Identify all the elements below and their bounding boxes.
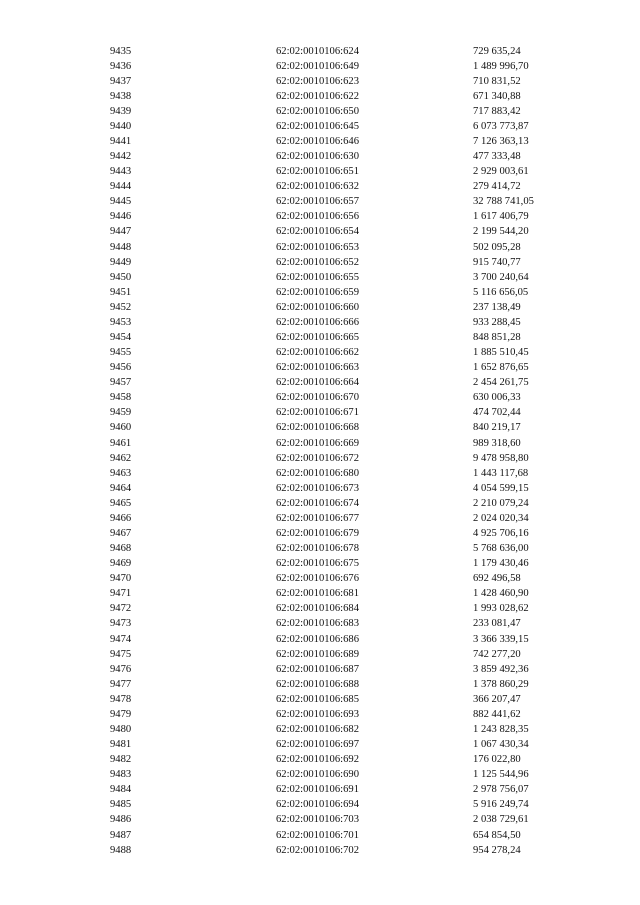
row-number: 9484 xyxy=(110,784,132,796)
row-number: 9440 xyxy=(110,120,132,132)
table-row xyxy=(0,496,640,511)
row-number: 9479 xyxy=(110,708,132,720)
row-number: 9473 xyxy=(110,618,132,630)
table-row xyxy=(0,797,640,812)
row-number: 9486 xyxy=(110,814,132,826)
cadastral-number: 62:02:0010106:632 xyxy=(276,181,359,193)
cadastral-number: 62:02:0010106:650 xyxy=(276,105,359,117)
table-row xyxy=(0,209,640,224)
cadastral-value: 2 454 261,75 xyxy=(473,377,529,389)
row-number: 9474 xyxy=(110,633,132,645)
cadastral-value: 692 496,58 xyxy=(473,573,521,585)
table-row xyxy=(0,224,640,239)
table-row xyxy=(0,466,640,481)
cadastral-value: 840 219,17 xyxy=(473,422,521,434)
row-number: 9460 xyxy=(110,422,132,434)
cadastral-value: 2 978 756,07 xyxy=(473,784,529,796)
table-row xyxy=(0,677,640,692)
table-row xyxy=(0,828,640,843)
cadastral-value: 474 702,44 xyxy=(473,407,521,419)
table-row xyxy=(0,119,640,134)
cadastral-number: 62:02:0010106:669 xyxy=(276,437,359,449)
cadastral-value: 1 617 406,79 xyxy=(473,211,529,223)
row-number: 9459 xyxy=(110,407,132,419)
row-number: 9447 xyxy=(110,226,132,238)
row-number: 9449 xyxy=(110,256,132,268)
cadastral-value: 1 243 828,35 xyxy=(473,724,529,736)
table-row xyxy=(0,270,640,285)
cadastral-value: 7 126 363,13 xyxy=(473,135,529,147)
cadastral-number: 62:02:0010106:624 xyxy=(276,45,359,57)
cadastral-value: 2 929 003,61 xyxy=(473,166,529,178)
cadastral-value: 4 054 599,15 xyxy=(473,482,529,494)
row-number: 9453 xyxy=(110,316,132,328)
row-number: 9464 xyxy=(110,482,132,494)
cadastral-value: 279 414,72 xyxy=(473,181,521,193)
cadastral-number: 62:02:0010106:692 xyxy=(276,754,359,766)
row-number: 9487 xyxy=(110,829,132,841)
row-number: 9458 xyxy=(110,392,132,404)
table-row xyxy=(0,149,640,164)
cadastral-value: 9 478 958,80 xyxy=(473,452,529,464)
cadastral-number: 62:02:0010106:670 xyxy=(276,392,359,404)
cadastral-value: 1 993 028,62 xyxy=(473,603,529,615)
row-number: 9446 xyxy=(110,211,132,223)
table-row xyxy=(0,451,640,466)
row-number: 9439 xyxy=(110,105,132,117)
cadastral-number: 62:02:0010106:682 xyxy=(276,724,359,736)
row-number: 9445 xyxy=(110,196,132,208)
cadastral-value: 3 366 339,15 xyxy=(473,633,529,645)
cadastral-value: 2 024 020,34 xyxy=(473,512,529,524)
cadastral-number: 62:02:0010106:693 xyxy=(276,708,359,720)
cadastral-value: 1 125 544,96 xyxy=(473,769,529,781)
cadastral-number: 62:02:0010106:687 xyxy=(276,663,359,675)
row-number: 9476 xyxy=(110,663,132,675)
table-row xyxy=(0,134,640,149)
cadastral-value: 1 179 430,46 xyxy=(473,558,529,570)
row-number: 9472 xyxy=(110,603,132,615)
cadastral-number: 62:02:0010106:686 xyxy=(276,633,359,645)
cadastral-number: 62:02:0010106:690 xyxy=(276,769,359,781)
cadastral-value: 915 740,77 xyxy=(473,256,521,268)
row-number: 9483 xyxy=(110,769,132,781)
cadastral-number: 62:02:0010106:702 xyxy=(276,844,359,856)
cadastral-number: 62:02:0010106:657 xyxy=(276,196,359,208)
cadastral-value: 933 288,45 xyxy=(473,316,521,328)
cadastral-number: 62:02:0010106:655 xyxy=(276,271,359,283)
cadastral-number: 62:02:0010106:675 xyxy=(276,558,359,570)
row-number: 9485 xyxy=(110,799,132,811)
cadastral-number: 62:02:0010106:688 xyxy=(276,678,359,690)
table-row xyxy=(0,315,640,330)
table-row xyxy=(0,285,640,300)
table-row xyxy=(0,843,640,858)
cadastral-number: 62:02:0010106:685 xyxy=(276,693,359,705)
cadastral-value: 671 340,88 xyxy=(473,90,521,102)
table-row xyxy=(0,601,640,616)
row-number: 9435 xyxy=(110,45,132,57)
cadastral-number: 62:02:0010106:660 xyxy=(276,301,359,313)
row-number: 9480 xyxy=(110,724,132,736)
cadastral-number: 62:02:0010106:673 xyxy=(276,482,359,494)
table-row xyxy=(0,752,640,767)
cadastral-value: 233 081,47 xyxy=(473,618,521,630)
cadastral-value: 237 138,49 xyxy=(473,301,521,313)
row-number: 9442 xyxy=(110,151,132,163)
table-row xyxy=(0,194,640,209)
table-row xyxy=(0,74,640,89)
row-number: 9482 xyxy=(110,754,132,766)
cadastral-number: 62:02:0010106:679 xyxy=(276,528,359,539)
row-number: 9469 xyxy=(110,558,132,570)
cadastral-number: 62:02:0010106:678 xyxy=(276,543,359,555)
table-row xyxy=(0,767,640,782)
cadastral-value: 1 489 996,70 xyxy=(473,60,529,72)
cadastral-value: 1 443 117,68 xyxy=(473,467,529,479)
cadastral-number: 62:02:0010106:651 xyxy=(276,166,359,178)
cadastral-number: 62:02:0010106:652 xyxy=(276,256,359,268)
cadastral-number: 62:02:0010106:664 xyxy=(276,377,359,389)
row-number: 9468 xyxy=(110,543,132,555)
table-row xyxy=(0,164,640,179)
cadastral-value: 366 207,47 xyxy=(473,693,521,705)
table-row xyxy=(0,375,640,390)
cadastral-value-table xyxy=(0,44,640,858)
cadastral-value: 477 333,48 xyxy=(473,151,521,163)
table-row xyxy=(0,707,640,722)
cadastral-value: 2 038 729,61 xyxy=(473,814,529,826)
cadastral-value: 1 378 860,29 xyxy=(473,678,529,690)
cadastral-number: 62:02:0010106:663 xyxy=(276,362,359,374)
table-row xyxy=(0,556,640,571)
row-number: 9436 xyxy=(110,60,132,72)
row-number: 9475 xyxy=(110,648,132,660)
row-number: 9481 xyxy=(110,739,132,751)
cadastral-value: 710 831,52 xyxy=(473,75,521,87)
table-row xyxy=(0,511,640,526)
cadastral-value: 5 768 636,00 xyxy=(473,543,529,555)
table-row xyxy=(0,330,640,345)
row-number: 9437 xyxy=(110,75,132,87)
cadastral-value: 502 095,28 xyxy=(473,241,521,253)
cadastral-number: 62:02:0010106:646 xyxy=(276,135,359,147)
table-row xyxy=(0,390,640,405)
row-number: 9443 xyxy=(110,166,132,178)
cadastral-number: 62:02:0010106:645 xyxy=(276,120,359,132)
cadastral-value: 2 199 544,20 xyxy=(473,226,529,238)
cadastral-number: 62:02:0010106:653 xyxy=(276,241,359,253)
row-number: 9478 xyxy=(110,693,132,705)
row-number: 9454 xyxy=(110,331,132,343)
cadastral-value: 3 700 240,64 xyxy=(473,271,529,283)
table-row xyxy=(0,255,640,270)
row-number: 9448 xyxy=(110,241,132,253)
cadastral-number: 62:02:0010106:666 xyxy=(276,316,359,328)
row-number: 9455 xyxy=(110,347,132,359)
row-number: 9477 xyxy=(110,678,132,690)
table-row xyxy=(0,405,640,420)
cadastral-number: 62:02:0010106:656 xyxy=(276,211,359,223)
table-row xyxy=(0,526,640,541)
row-number: 9470 xyxy=(110,573,132,585)
table-row xyxy=(0,179,640,194)
cadastral-value: 654 854,50 xyxy=(473,829,521,841)
cadastral-value: 989 318,60 xyxy=(473,437,521,449)
table-row xyxy=(0,722,640,737)
cadastral-number: 62:02:0010106:659 xyxy=(276,286,359,298)
cadastral-number: 62:02:0010106:691 xyxy=(276,784,359,796)
table-row xyxy=(0,541,640,556)
cadastral-value: 630 006,33 xyxy=(473,392,521,404)
cadastral-number: 62:02:0010106:701 xyxy=(276,829,359,841)
cadastral-number: 62:02:0010106:671 xyxy=(276,407,359,419)
row-number: 9463 xyxy=(110,467,132,479)
cadastral-number: 62:02:0010106:649 xyxy=(276,60,359,72)
cadastral-number: 62:02:0010106:623 xyxy=(276,75,359,87)
table-row xyxy=(0,420,640,435)
cadastral-value: 717 883,42 xyxy=(473,105,521,117)
cadastral-number: 62:02:0010106:684 xyxy=(276,603,359,615)
cadastral-value: 5 116 656,05 xyxy=(473,286,529,298)
row-number: 9471 xyxy=(110,588,132,600)
cadastral-number: 62:02:0010106:677 xyxy=(276,512,359,524)
cadastral-number: 62:02:0010106:668 xyxy=(276,422,359,434)
row-number: 9461 xyxy=(110,437,132,449)
table-row xyxy=(0,481,640,496)
cadastral-number: 62:02:0010106:672 xyxy=(276,452,359,464)
cadastral-number: 62:02:0010106:697 xyxy=(276,739,359,751)
row-number: 9465 xyxy=(110,497,132,509)
table-row xyxy=(0,345,640,360)
row-number: 9444 xyxy=(110,181,132,193)
cadastral-value: 32 788 741,05 xyxy=(473,196,534,208)
table-row xyxy=(0,812,640,827)
cadastral-number: 62:02:0010106:674 xyxy=(276,497,359,509)
row-number: 9450 xyxy=(110,271,132,283)
cadastral-number: 62:02:0010106:680 xyxy=(276,467,359,479)
cadastral-number: 62:02:0010106:681 xyxy=(276,588,359,600)
table-row xyxy=(0,571,640,586)
table-row xyxy=(0,44,640,59)
cadastral-value: 882 441,62 xyxy=(473,708,521,720)
cadastral-value: 742 277,20 xyxy=(473,648,521,660)
cadastral-number: 62:02:0010106:662 xyxy=(276,347,359,359)
row-number: 9441 xyxy=(110,135,132,147)
table-row xyxy=(0,647,640,662)
cadastral-number: 62:02:0010106:622 xyxy=(276,90,359,102)
cadastral-value: 729 635,24 xyxy=(473,45,521,57)
cadastral-number: 62:02:0010106:654 xyxy=(276,226,359,238)
table-row xyxy=(0,89,640,104)
cadastral-value: 1 885 510,45 xyxy=(473,347,529,359)
table-row xyxy=(0,616,640,631)
cadastral-number: 62:02:0010106:683 xyxy=(276,618,359,630)
cadastral-number: 62:02:0010106:689 xyxy=(276,648,359,660)
cadastral-value: 5 916 249,74 xyxy=(473,799,529,811)
row-number: 9488 xyxy=(110,844,132,856)
table-row xyxy=(0,436,640,451)
row-number: 9452 xyxy=(110,301,132,313)
row-number: 9462 xyxy=(110,452,132,464)
cadastral-value: 6 073 773,87 xyxy=(473,120,529,132)
row-number: 9456 xyxy=(110,362,132,374)
table-row xyxy=(0,59,640,74)
cadastral-number: 62:02:0010106:694 xyxy=(276,799,359,811)
table-row xyxy=(0,300,640,315)
cadastral-value: 1 428 460,90 xyxy=(473,588,529,600)
cadastral-value: 1 067 430,34 xyxy=(473,739,529,751)
cadastral-value: 954 278,24 xyxy=(473,844,521,856)
cadastral-number: 62:02:0010106:703 xyxy=(276,814,359,826)
table-row xyxy=(0,586,640,601)
row-number: 9467 xyxy=(110,528,132,539)
row-number: 9451 xyxy=(110,286,132,298)
cadastral-value: 1 652 876,65 xyxy=(473,362,529,374)
cadastral-value: 2 210 079,24 xyxy=(473,497,529,509)
cadastral-value: 4 925 706,16 xyxy=(473,528,529,539)
cadastral-value: 176 022,80 xyxy=(473,754,521,766)
cadastral-number: 62:02:0010106:676 xyxy=(276,573,359,585)
table-row xyxy=(0,360,640,375)
cadastral-value: 848 851,28 xyxy=(473,331,521,343)
row-number: 9438 xyxy=(110,90,132,102)
row-number: 9457 xyxy=(110,377,132,389)
table-row xyxy=(0,737,640,752)
table-row xyxy=(0,662,640,677)
cadastral-value: 3 859 492,36 xyxy=(473,663,529,675)
row-number: 9466 xyxy=(110,512,132,524)
table-row xyxy=(0,632,640,647)
table-row xyxy=(0,240,640,255)
cadastral-number: 62:02:0010106:630 xyxy=(276,151,359,163)
table-row xyxy=(0,782,640,797)
table-row xyxy=(0,104,640,119)
table-row xyxy=(0,692,640,707)
cadastral-number: 62:02:0010106:665 xyxy=(276,331,359,343)
